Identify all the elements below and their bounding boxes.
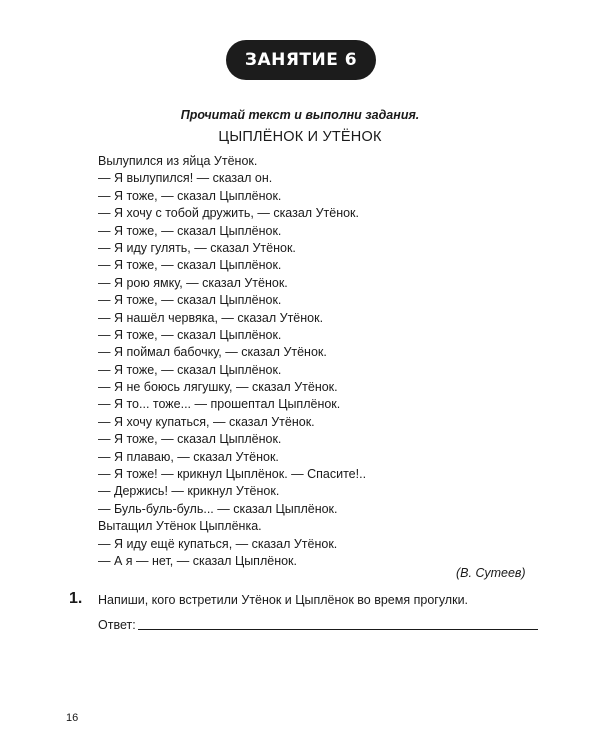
story-line: — Я хочу купаться, — сказал Утёнок. bbox=[98, 414, 315, 429]
answer-line[interactable] bbox=[138, 629, 538, 630]
story-line: — Я плаваю, — сказал Утёнок. bbox=[98, 449, 279, 464]
story-line: — Я тоже! — крикнул Цыплёнок. — Спасите!.. bbox=[98, 467, 367, 482]
story-line: — Я тоже, — сказал Цыплёнок. bbox=[98, 327, 282, 342]
story-title: ЦЫПЛЁНОК И УТЁНОК bbox=[218, 129, 382, 145]
story-line: — Я рою ямку, — сказал Утёнок. bbox=[98, 275, 288, 290]
story-line: — Я иду ещё купаться, — сказал Утёнок. bbox=[98, 536, 338, 551]
story-line: — Я иду гулять, — сказал Утёнок. bbox=[98, 240, 296, 255]
answer-label: Ответ: bbox=[98, 618, 136, 632]
story-line: — Я хочу с тобой дружить, — сказал Утёнок. bbox=[98, 206, 359, 221]
story-line: — Я нашёл червяка, — сказал Утёнок. bbox=[98, 310, 324, 325]
story-line: — Я поймал бабочку, — сказал Утёнок. bbox=[98, 345, 327, 360]
page-number: 16 bbox=[66, 712, 79, 724]
story-author: (В. Сутеев) bbox=[456, 566, 526, 580]
task-number: 1. bbox=[69, 590, 83, 607]
story-line: — Я тоже, — сказал Цыплёнок. bbox=[98, 223, 282, 238]
story-line: — А я — нет, — сказал Цыплёнок. bbox=[98, 553, 297, 568]
story-line: — Я тоже, — сказал Цыплёнок. bbox=[98, 293, 282, 308]
story-line: — Я то... тоже... — прошептал Цыплёнок. bbox=[98, 397, 341, 412]
story-line: Вылупился из яйца Утёнок. bbox=[98, 154, 258, 168]
story-line: — Буль-буль-буль... — сказал Цыплёнок. bbox=[98, 501, 338, 516]
story-line: — Держись! — крикнул Утёнок. bbox=[98, 484, 280, 499]
story-line: — Я тоже, — сказал Цыплёнок. bbox=[98, 258, 282, 273]
task-text: Напиши, кого встретили Утёнок и Цыплёнок во время прогулки. bbox=[98, 593, 469, 607]
story-line: — Я тоже, — сказал Цыплёнок. bbox=[98, 188, 282, 203]
lesson-badge: ЗАНЯТИЕ 6 bbox=[226, 40, 376, 80]
instruction: Прочитай текст и выполни задания. bbox=[180, 108, 420, 122]
story-line: — Я тоже, — сказал Цыплёнок. bbox=[98, 432, 282, 447]
story-line: — Я вылупился! — сказал он. bbox=[98, 171, 273, 186]
story-line: Вытащил Утёнок Цыплёнка. bbox=[98, 519, 262, 534]
story-line: — Я не боюсь лягушку, — сказал Утёнок. bbox=[98, 380, 338, 395]
story-line: — Я тоже, — сказал Цыплёнок. bbox=[98, 362, 282, 377]
story-text bbox=[98, 153, 366, 570]
